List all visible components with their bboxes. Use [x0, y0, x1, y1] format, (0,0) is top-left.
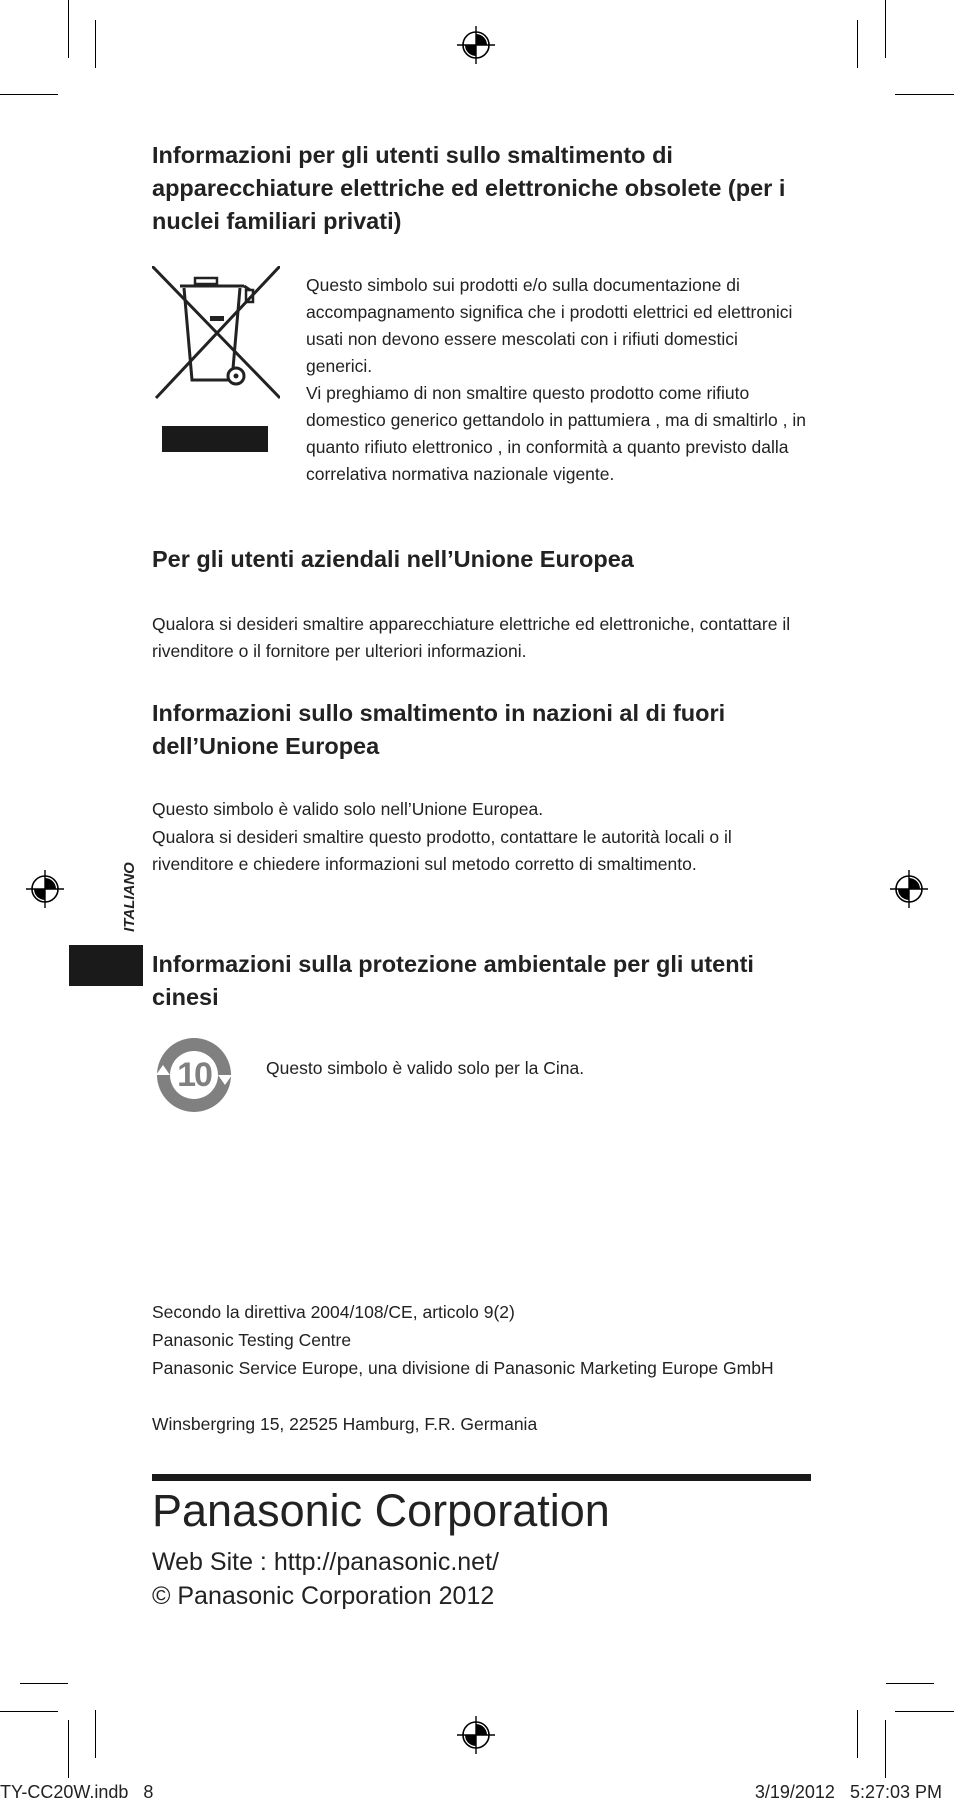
crossed-out-wheelie-bin-icon	[152, 266, 280, 456]
paragraph-business-users: Qualora si desideri smaltire apparecchiature elettriche ed elettroniche, contattare il rivenditore o il fornitore per ulteriori informazioni.	[152, 614, 791, 661]
crop-mark	[68, 0, 69, 58]
crop-mark	[95, 1710, 96, 1758]
crop-mark	[0, 1711, 58, 1712]
china-icon-number: 10	[177, 1056, 211, 1094]
section-heading-outside-eu: Informazioni sullo smaltimento in nazioni al di fuori dell’Unione Europea	[152, 700, 726, 759]
section-heading-china-users: Informazioni sulla protezione ambientale per gli utenti cinesi	[152, 951, 754, 1010]
registration-mark-icon	[26, 870, 64, 908]
crop-mark	[68, 1720, 69, 1778]
language-side-label	[118, 855, 142, 939]
registration-mark-icon	[457, 1716, 495, 1754]
paragraph-disposal-instructions: Vi preghiamo di non smaltire questo prodotto come rifiuto domestico generico gettandolo in pattumiera , ma di smaltirlo , in quanto rifiuto elettronico , in conformità a quanto previsto dalla correlativa normativa nazionale vigente.	[306, 383, 806, 484]
crop-mark	[0, 94, 58, 95]
address-directive: Secondo la direttiva 2004/108/CE, articolo 9(2)	[152, 1302, 515, 1322]
crop-mark	[95, 20, 96, 68]
section-heading-business-users: Per gli utenti aziendali nell’Unione Europea	[152, 546, 634, 572]
footer-rule	[152, 1474, 811, 1481]
crop-mark	[886, 1683, 934, 1684]
section-heading-disposal-households: Informazioni per gli utenti sullo smaltimento di apparecchiature elettriche ed elettroniche obsolete (per i nuclei familiari privati)	[152, 142, 786, 234]
website-text: Web Site : http://panasonic.net/	[152, 1548, 499, 1576]
language-label-text: ITALIANO	[121, 862, 138, 932]
crop-mark	[857, 1710, 858, 1758]
slug-timestamp: 3/19/2012 5:27:03 PM	[754, 1782, 942, 1802]
crop-mark	[885, 0, 886, 58]
slug-filename: TY-CC20W.indb 8	[0, 1782, 154, 1802]
paragraph-outside-eu-instructions: Qualora si desideri smaltire questo prodotto, contattare le autorità locali o il rivenditore e chiedere informazioni sul metodo corretto di smaltimento.	[152, 827, 732, 874]
paragraph-eu-only: Questo simbolo è valido solo nell’Unione Europea.	[152, 799, 544, 819]
address-service-europe: Panasonic Service Europe, una divisione di Panasonic Marketing Europe GmbH	[152, 1358, 774, 1378]
registration-mark-icon	[457, 26, 495, 64]
paragraph-china-only: Questo simbolo è valido solo per la Cina.	[266, 1058, 585, 1078]
copyright-text: © Panasonic Corporation 2012	[152, 1582, 495, 1610]
paragraph-symbol-meaning: Questo simbolo sui prodotti e/o sulla documentazione di accompagnamento significa che i prodotti elettrici ed elettronici usati non devono essere mescolati con i rifiuti domestici generici.	[306, 275, 793, 376]
china-epup-10-icon	[152, 1035, 236, 1115]
crop-mark	[20, 1683, 68, 1684]
address-street: Winsbergring 15, 22525 Hamburg, F.R. Germania	[152, 1414, 538, 1434]
address-testing-centre: Panasonic Testing Centre	[152, 1330, 352, 1350]
language-tab-block	[69, 945, 143, 986]
crop-mark	[885, 1720, 886, 1778]
registration-mark-icon	[890, 870, 928, 908]
crop-mark	[895, 94, 954, 95]
crop-mark	[895, 1711, 954, 1712]
crop-mark	[857, 20, 858, 68]
company-name: Panasonic Corporation	[152, 1485, 610, 1536]
